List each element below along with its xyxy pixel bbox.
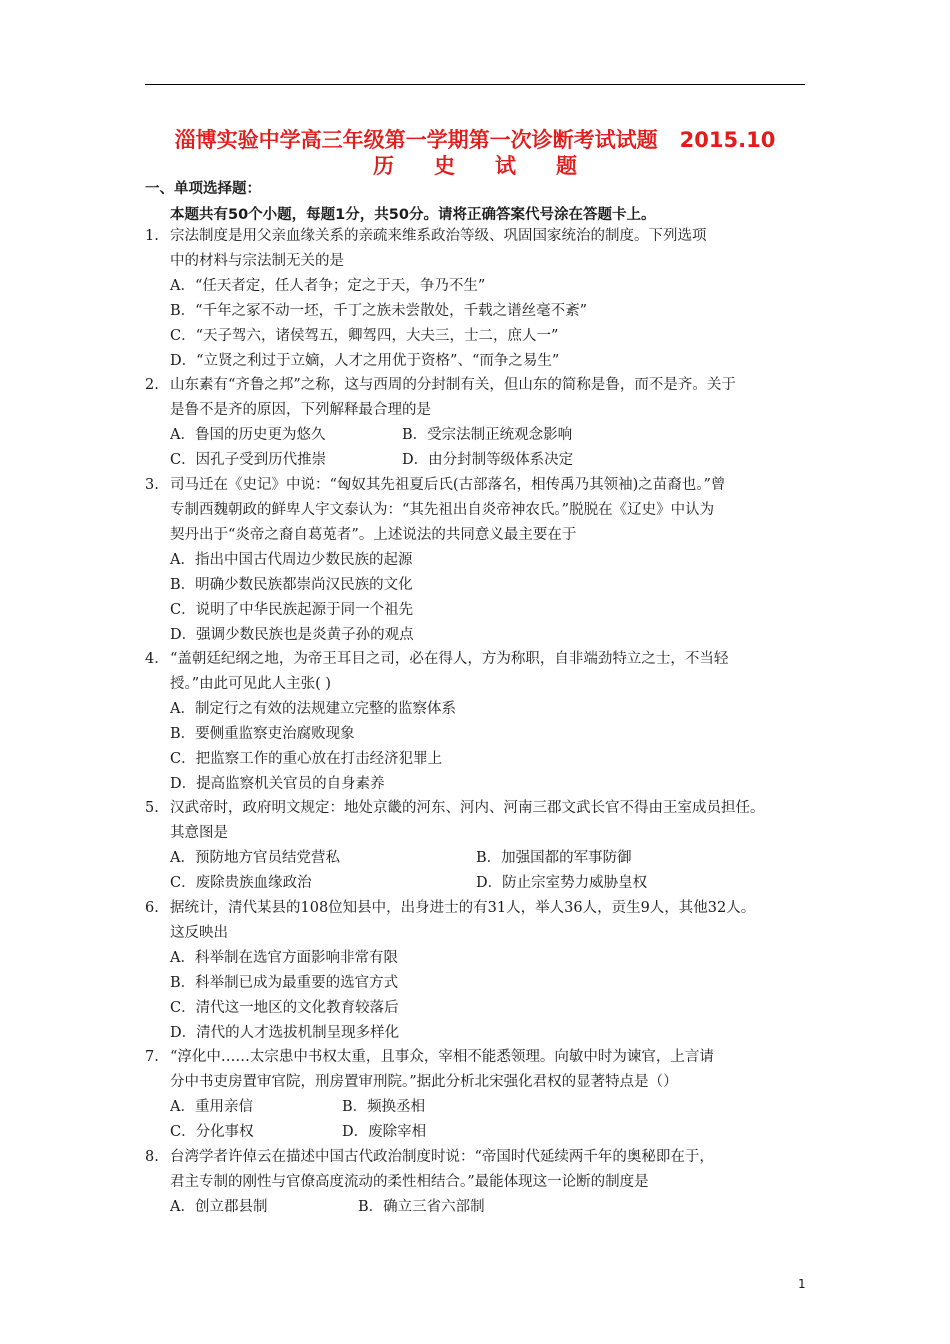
option-b: B．科举制已成为最重要的选官方式	[170, 975, 399, 991]
question-stem	[145, 1145, 817, 1195]
stem-line: 司马迁在《史记》中说：“匈奴其先祖夏后氏(古部落名，相传禹乃其领袖)之苗裔也。”曾	[170, 477, 726, 493]
stem-line: 中的材料与宗法制无关的是	[170, 253, 344, 269]
stem-line: 汉武帝时，政府明文规定：地处京畿的河东、河内、河南三郡文武长官不得由王室成员担任。	[170, 800, 765, 816]
stem-line: 是鲁不是齐的原因，下列解释最合理的是	[170, 402, 431, 418]
option-b: B．频换丞相	[342, 1099, 426, 1115]
question-stem	[145, 896, 817, 946]
section-instruction: 本题共有50个小题，每题1分，共50分。请将正确答案代号涂在答题卡上。	[170, 207, 656, 223]
question-4	[145, 647, 817, 797]
option-a: A．指出中国古代周边少数民族的起源	[170, 552, 413, 568]
option-c: C．清代这一地区的文化教育较落后	[170, 1000, 399, 1016]
question-stem	[145, 373, 817, 423]
question-number: 4.	[145, 651, 159, 667]
option-list	[145, 1195, 817, 1220]
question-8	[145, 1145, 817, 1220]
question-number: 3.	[145, 477, 159, 493]
subject-char: 试	[495, 154, 516, 178]
question-number: 6.	[145, 900, 159, 916]
option-c: C．把监察工作的重心放在打击经济犯罪上	[170, 751, 443, 767]
question-number: 1.	[145, 228, 159, 244]
option-c: C．“天子驾六，诸侯驾五，卿驾四，大夫三，士二，庶人一”	[170, 328, 559, 344]
option-list	[145, 697, 817, 797]
option-c: C．因孔子受到历代推崇	[170, 452, 327, 468]
option-list	[145, 423, 817, 473]
option-d: D．强调少数民族也是炎黄子孙的观点	[170, 627, 414, 643]
option-a: A．“任天者定，任人者争；定之于天，争乃不生”	[170, 278, 486, 294]
subject-title	[0, 150, 950, 180]
stem-line: 契丹出于“炎帝之裔自葛莵者”。上述说法的共同意义最主要在于	[170, 527, 577, 543]
stem-line: 这反映出	[170, 925, 228, 941]
option-d: D．由分封制等级体系决定	[402, 452, 574, 468]
subject-char: 历	[373, 154, 394, 178]
option-d: D．废除宰相	[342, 1124, 427, 1140]
question-stem	[145, 224, 817, 274]
option-b: B．受宗法制正统观念影响	[402, 427, 573, 443]
stem-line: 其意图是	[170, 825, 228, 841]
option-d: D．防止宗室势力威胁皇权	[476, 875, 648, 891]
question-1	[145, 224, 817, 374]
option-list	[145, 548, 817, 648]
question-number: 7.	[145, 1049, 159, 1065]
stem-line: 分中书吏房置审官院，刑房置审刑院。”据此分析北宋强化君权的显著特点是（）	[170, 1074, 678, 1090]
stem-line: 宗法制度是用父亲血缘关系的亲疏来维系政治等级、巩固国家统治的制度。下列选项	[170, 228, 707, 244]
option-b: B．“千年之冢不动一坯，千丁之族未尝散处，千载之谱丝毫不紊”	[170, 303, 587, 319]
option-list	[145, 846, 817, 896]
option-c: C．废除贵族血缘政治	[170, 875, 312, 891]
header-rule	[145, 84, 805, 85]
option-d: D．清代的人才选拔机制呈现多样化	[170, 1025, 400, 1041]
option-a: A．重用亲信	[170, 1099, 253, 1115]
stem-line: 专制西魏朝政的鲜卑人宇文泰认为：“其先祖出自炎帝神农氏。”脱脱在《辽史》中认为	[170, 502, 715, 518]
page-number: 1	[798, 1277, 806, 1291]
question-number: 5.	[145, 800, 159, 816]
option-a: A．创立郡县制	[170, 1199, 268, 1215]
stem-line: 授。”由此可见此人主张( )	[170, 676, 332, 692]
section-heading: 一、单项选择题：	[145, 181, 261, 197]
exam-title-text: 淄博实验中学高三年级第一学期第一次诊断考试试题	[174, 128, 658, 152]
option-d: D．提高监察机关官员的自身素养	[170, 776, 385, 792]
option-list	[145, 946, 817, 1046]
stem-line: “淳化中……太宗患中书权太重，且事众，宰相不能悉领理。向敏中时为谏官，上言请	[170, 1049, 714, 1065]
option-a: A．科举制在选官方面影响非常有限	[170, 950, 398, 966]
option-d: D．“立贤之利过于立嫡，人才之用优于资格”、“而争之易生”	[170, 353, 560, 369]
question-6	[145, 896, 817, 1046]
option-b: B．确立三省六部制	[358, 1199, 485, 1215]
stem-line: 山东素有“齐鲁之邦”之称，这与西周的分封制有关，但山东的简称是鲁，而不是齐。关于	[170, 377, 736, 393]
question-5	[145, 796, 817, 896]
option-c: C．分化事权	[170, 1124, 254, 1140]
question-7	[145, 1045, 817, 1145]
stem-line: 台湾学者许倬云在描述中国古代政治制度时说：“帝国时代延续两千年的奥秘即在于，	[170, 1149, 714, 1165]
question-2	[145, 373, 817, 473]
subject-char: 史	[434, 154, 455, 178]
question-stem	[145, 796, 817, 846]
stem-line: 据统计，清代某县的108位知县中，出身进士的有31人，举人36人，贡生9人，其他32人。	[170, 900, 756, 916]
stem-line: 君主专制的刚性与官僚高度流动的柔性相结合。”最能体现这一论断的制度是	[170, 1174, 649, 1190]
option-a: A．制定行之有效的法规建立完整的监察体系	[170, 701, 456, 717]
question-number: 8.	[145, 1149, 159, 1165]
option-c: C．说明了中华民族起源于同一个祖先	[170, 602, 414, 618]
question-stem	[145, 1045, 817, 1095]
question-number: 2.	[145, 377, 159, 393]
exam-year: 2015.10	[679, 128, 776, 152]
option-list	[145, 1095, 817, 1145]
stem-line: “盖朝廷纪纲之地，为帝王耳目之司，必在得人，方为称职，自非端劲特立之士，不当轻	[170, 651, 729, 667]
question-3	[145, 473, 817, 648]
option-b: B．要侧重监察吏治腐败现象	[170, 726, 355, 742]
option-a: A．预防地方官员结党营私	[170, 850, 340, 866]
option-b: B．加强国都的军事防御	[476, 850, 632, 866]
option-b: B．明确少数民族都崇尚汉民族的文化	[170, 577, 413, 593]
subject-char: 题	[556, 154, 577, 178]
question-stem	[145, 647, 817, 697]
option-list	[145, 274, 817, 374]
option-a: A．鲁国的历史更为悠久	[170, 427, 326, 443]
question-stem	[145, 473, 817, 548]
